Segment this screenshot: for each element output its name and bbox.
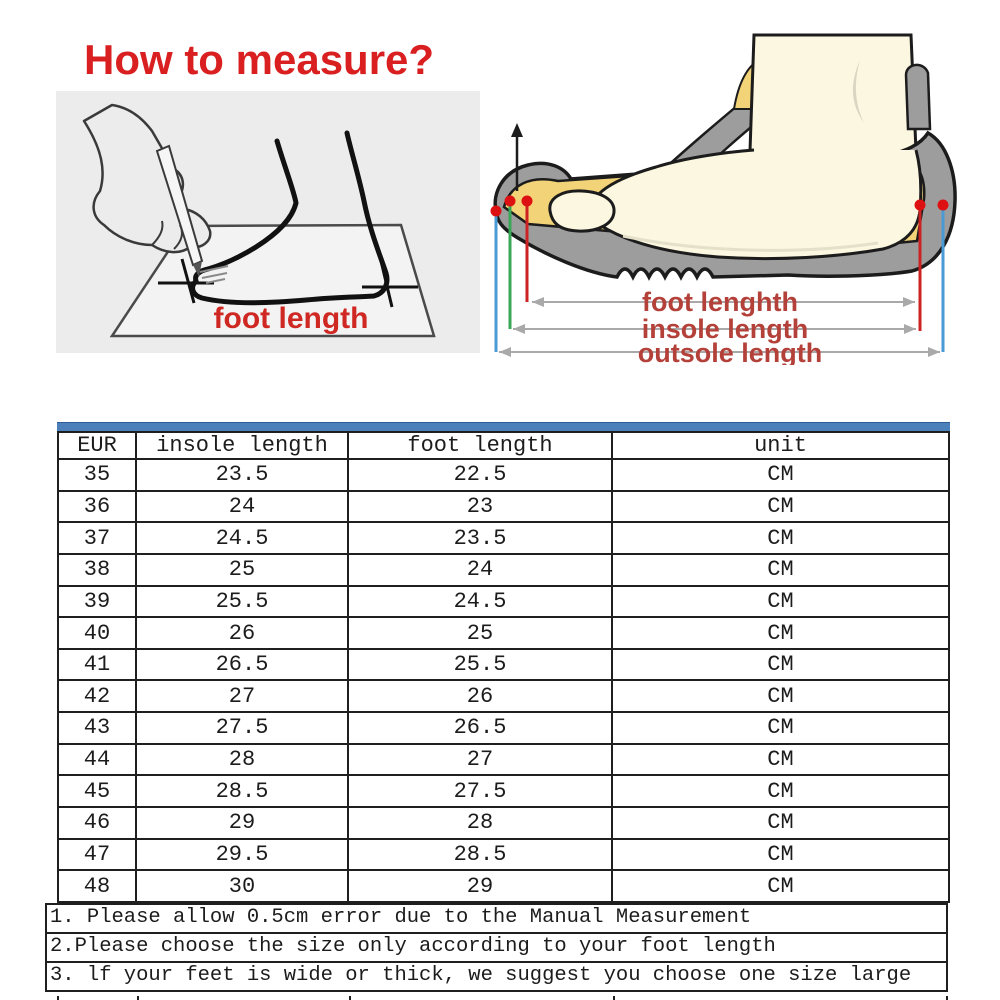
dim-label-insole-length: insole length: [641, 314, 809, 344]
table-cell: CM: [612, 649, 949, 681]
table-row: [58, 870, 949, 902]
table-cell: 26: [136, 617, 348, 649]
table-cell: 42: [58, 680, 136, 712]
table-cell: 48: [58, 870, 136, 902]
table-cell: 29: [136, 807, 348, 839]
table-cell: 28.5: [136, 775, 348, 807]
table-row: [58, 522, 949, 554]
table-row: [58, 744, 949, 776]
table-cell: 41: [58, 649, 136, 681]
table-cell: 28.5: [348, 839, 612, 871]
shoe-measure-diagram: [488, 5, 980, 365]
table-cell: CM: [612, 839, 949, 871]
table-cell: CM: [612, 586, 949, 618]
table-cell: CM: [612, 680, 949, 712]
note-line: 1. Please allow 0.5cm error due to the Manual Measurement: [45, 903, 948, 934]
note-line: 2.Please choose the size only according to your foot length: [45, 932, 948, 963]
dim-label-foot-length: foot lenghth: [642, 287, 798, 317]
table-cell: 22.5: [348, 459, 612, 491]
table-top-bar: [57, 422, 950, 431]
table-row: [58, 807, 949, 839]
table-row: [58, 680, 949, 712]
table-cell: 40: [58, 617, 136, 649]
table-cell: CM: [612, 554, 949, 586]
shoe-cross-section-illustration: [488, 5, 980, 365]
table-cell: 28: [348, 807, 612, 839]
measure-foot-illustration: [56, 91, 480, 353]
notes-section: [45, 903, 948, 992]
table-row: [58, 775, 949, 807]
table-header-row: [58, 432, 949, 459]
table-row: [58, 712, 949, 744]
table-cell: 27.5: [136, 712, 348, 744]
table-cell: 36: [58, 491, 136, 523]
page-title: How to measure?: [84, 36, 435, 83]
table-row: [58, 586, 949, 618]
table-cell: 23.5: [348, 522, 612, 554]
table-row: [58, 554, 949, 586]
table-cell: 28: [136, 744, 348, 776]
table-cell: CM: [612, 775, 949, 807]
table-cell: 47: [58, 839, 136, 871]
table-cell: 46: [58, 807, 136, 839]
table-cell: CM: [612, 459, 949, 491]
table-cell: 25.5: [136, 586, 348, 618]
table-cell: 24.5: [348, 586, 612, 618]
table-row: [58, 839, 949, 871]
size-table: [57, 431, 950, 903]
column-header: foot length: [348, 432, 612, 459]
table-cell: 37: [58, 522, 136, 554]
table-cell: 25.5: [348, 649, 612, 681]
table-cell: 26: [348, 680, 612, 712]
table-cell: 29: [348, 870, 612, 902]
table-cell: 23: [348, 491, 612, 523]
heel-tab: [906, 65, 930, 129]
table-cell: 26.5: [348, 712, 612, 744]
table-cell: 24: [348, 554, 612, 586]
table-cell: CM: [612, 491, 949, 523]
cutoff-table-row: [57, 996, 948, 1000]
table-cell: 27.5: [348, 775, 612, 807]
table-cell: CM: [612, 617, 949, 649]
table-cell: 26.5: [136, 649, 348, 681]
table-cell: 27: [348, 744, 612, 776]
table-cell: 24.5: [136, 522, 348, 554]
table-cell: CM: [612, 870, 949, 902]
leg-shape: [750, 35, 916, 153]
table-cell: 25: [136, 554, 348, 586]
table-cell: CM: [612, 522, 949, 554]
table-cell: 29.5: [136, 839, 348, 871]
table-cell: 24: [136, 491, 348, 523]
table-row: [58, 617, 949, 649]
table-cell: 23.5: [136, 459, 348, 491]
column-header: unit: [612, 432, 949, 459]
table-cell: CM: [612, 712, 949, 744]
table-cell: 30: [136, 870, 348, 902]
column-header: insole length: [136, 432, 348, 459]
table-cell: 35: [58, 459, 136, 491]
note-line: 3. lf your feet is wide or thick, we suggest you choose one size large: [45, 961, 948, 992]
table-row: [58, 459, 949, 491]
table-cell: 43: [58, 712, 136, 744]
table-cell: 38: [58, 554, 136, 586]
table-cell: CM: [612, 744, 949, 776]
table-cell: 25: [348, 617, 612, 649]
table-row: [58, 649, 949, 681]
table-cell: 39: [58, 586, 136, 618]
table-row: [58, 491, 949, 523]
table-cell: CM: [612, 807, 949, 839]
big-toe-shape: [550, 191, 614, 231]
table-cell: 44: [58, 744, 136, 776]
table-cell: 45: [58, 775, 136, 807]
table-cell: 27: [136, 680, 348, 712]
foot-length-caption: foot length: [213, 302, 369, 335]
dim-label-outsole-length: outsole length: [637, 338, 823, 365]
column-header: EUR: [58, 432, 136, 459]
